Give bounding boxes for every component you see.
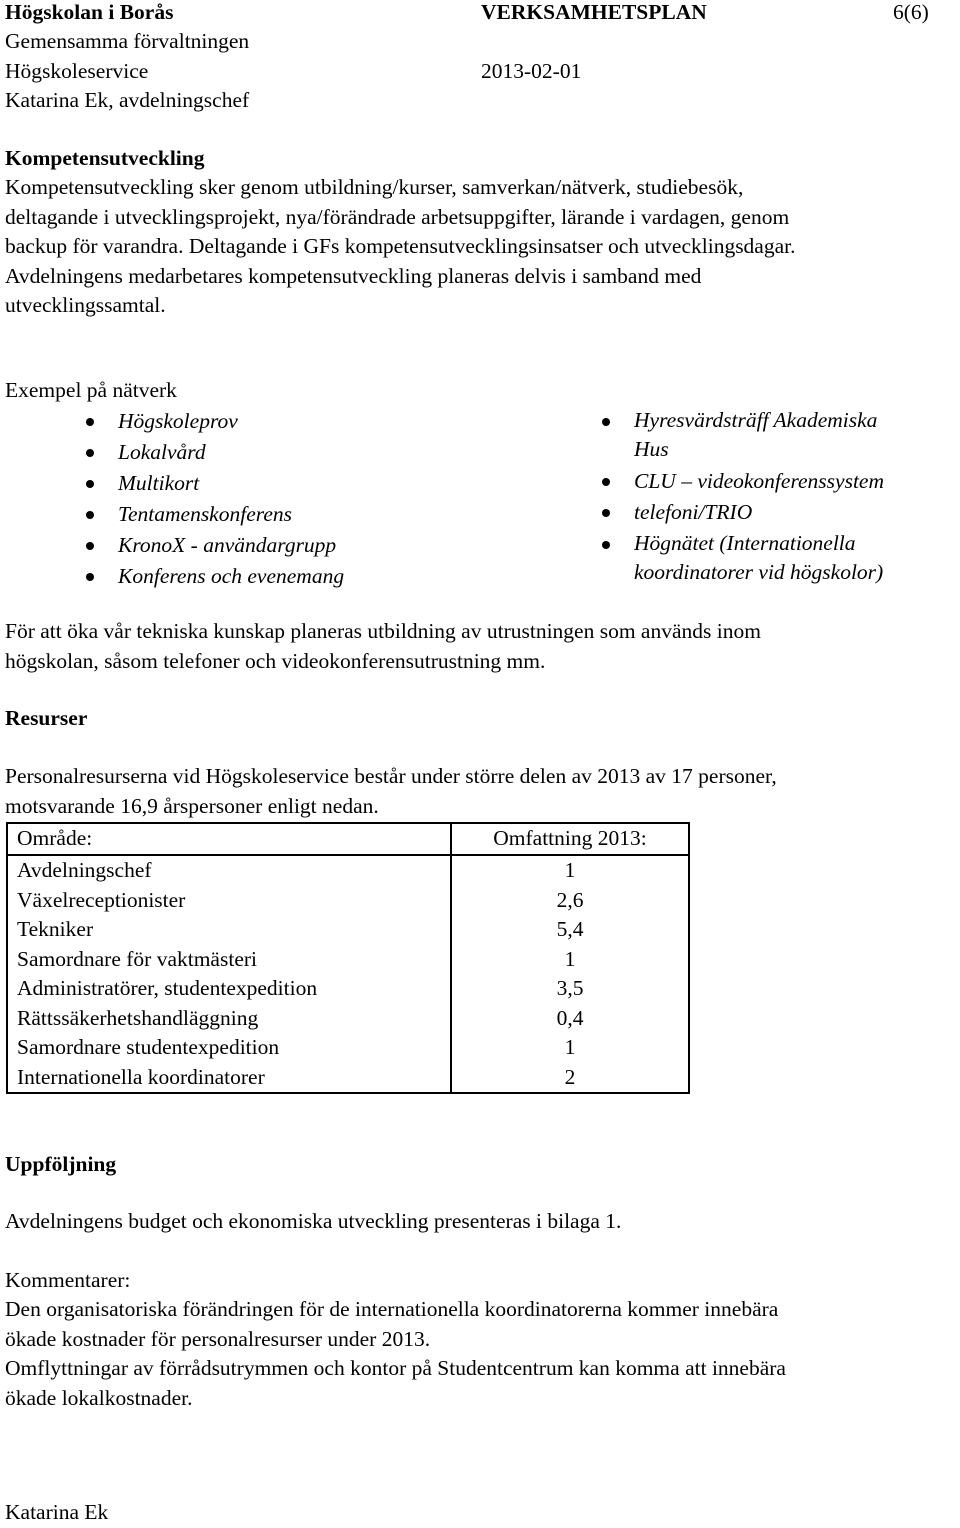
table-row (7, 855, 689, 886)
competence-paragraph (5, 173, 796, 321)
competence-line: deltagande i utvecklingsprojekt, nya/förändrade arbetsuppgifter, lärande i vardagen, genom (5, 204, 790, 229)
table-cell-scope: 2 (451, 1063, 689, 1094)
comments-label: Kommentarer: (5, 1268, 131, 1292)
header-doc-type: VERKSAMHETSPLAN (481, 0, 707, 24)
table-cell-scope: 1 (451, 855, 689, 886)
list-item: Multikort (118, 468, 344, 499)
bullet-icon (602, 509, 610, 517)
competence-line: backup för varandra. Deltagande i GFs kompetensutvecklingsinsatser och utvecklingsdagar. (5, 234, 796, 258)
bullet-icon (602, 478, 610, 486)
resources-table (6, 822, 690, 1094)
list-item: Hyresvärdsträff Akademiska Hus (634, 406, 884, 464)
bullet-icon (86, 573, 94, 581)
networks-left-list (118, 406, 344, 592)
table-cell-scope: 2,6 (451, 886, 689, 916)
header-page-number: 6(6) (893, 0, 929, 24)
competence-line: utvecklingssamtal. (5, 293, 166, 317)
header-unit: Gemensamma förvaltningen (5, 29, 250, 53)
competence-heading: Kompetensutveckling (5, 146, 205, 170)
networks-label: Exempel på nätverk (5, 378, 177, 402)
table-cell-scope: 1 (451, 1033, 689, 1063)
header-dept: Högskoleservice (5, 59, 149, 83)
table-row (7, 1033, 689, 1063)
list-item: Högskoleprov (118, 406, 344, 437)
bullet-icon (86, 418, 94, 426)
table-row (7, 915, 689, 945)
table-cell-scope: 1 (451, 945, 689, 975)
resources-line: Personalresurserna vid Högskoleservice består under större delen av 2013 av 17 personer, (5, 764, 777, 788)
table-row (7, 1004, 689, 1034)
table-cell-area: Samordnare studentexpedition (7, 1033, 451, 1063)
comments-line: ökade lokalkostnader. (5, 1385, 193, 1410)
table-cell-scope: 0,4 (451, 1004, 689, 1034)
header-org: Högskolan i Borås (5, 0, 174, 24)
tech-paragraph (5, 617, 761, 676)
table-row (7, 886, 689, 916)
table-row (7, 974, 689, 1004)
table-cell-scope: 5,4 (451, 915, 689, 945)
header-author: Katarina Ek, avdelningschef (5, 88, 250, 112)
table-cell-area: Samordnare för vaktmästeri (7, 945, 451, 975)
bullet-icon (86, 542, 94, 550)
tech-line: högskolan, såsom telefoner och videokonferensutrustning mm. (5, 648, 546, 673)
table-cell-area: Administratörer, studentexpedition (7, 974, 451, 1004)
networks-right-list (634, 406, 884, 587)
list-item: Högnätet (Internationella koordinatorer vid högskolor) (634, 529, 884, 587)
list-item: KronoX - användargrupp (118, 530, 344, 561)
comments-line: Omflyttningar av förrådsutrymmen och kontor på Studentcentrum kan komma att innebära (5, 1356, 786, 1380)
bullet-icon (602, 418, 610, 426)
followup-text: Avdelningens budget och ekonomiska utveckling presenteras i bilaga 1. (5, 1209, 622, 1233)
table-cell-scope: 3,5 (451, 974, 689, 1004)
table-row (7, 1063, 689, 1094)
resources-line: motsvarande 16,9 årspersoner enligt nedan. (5, 793, 379, 818)
competence-line: Avdelningens medarbetares kompetensutveckling planeras delvis i samband med (5, 263, 702, 288)
bullet-icon (86, 480, 94, 488)
table-header-scope: Omfattning 2013: (451, 823, 689, 855)
table-cell-area: Rättssäkerhetshandläggning (7, 1004, 451, 1034)
table-row (7, 945, 689, 975)
resources-heading: Resurser (5, 706, 88, 730)
list-item: telefoni/TRIO (634, 497, 884, 528)
list-item: Lokalvård (118, 437, 344, 468)
comments-line: Den organisatoriska förändringen för de internationella koordinatorerna kommer innebära (5, 1297, 779, 1321)
header-date: 2013-02-01 (481, 59, 582, 83)
bullet-icon (602, 541, 610, 549)
table-cell-area: Växelreceptionister (7, 886, 451, 916)
comments-paragraph (5, 1295, 786, 1413)
table-cell-area: Internationella koordinatorer (7, 1063, 451, 1094)
comments-line: ökade kostnader för personalresurser under 2013. (5, 1326, 431, 1351)
tech-line: För att öka vår tekniska kunskap planeras utbildning av utrustningen som används inom (5, 619, 761, 643)
competence-line: Kompetensutveckling sker genom utbildning/kurser, samverkan/nätverk, studiebesök, (5, 175, 744, 199)
table-cell-area: Avdelningschef (7, 855, 451, 886)
bullet-icon (86, 511, 94, 519)
signature-name: Katarina Ek (5, 1500, 109, 1524)
resources-paragraph (5, 762, 777, 821)
list-item: Tentamenskonferens (118, 499, 344, 530)
table-header-area: Område: (7, 823, 451, 855)
followup-heading: Uppföljning (5, 1152, 117, 1176)
table-cell-area: Tekniker (7, 915, 451, 945)
bullet-icon (86, 449, 94, 457)
list-item: Konferens och evenemang (118, 561, 344, 592)
list-item: CLU – videokonferenssystem (634, 466, 884, 497)
table-header-row (7, 823, 689, 855)
